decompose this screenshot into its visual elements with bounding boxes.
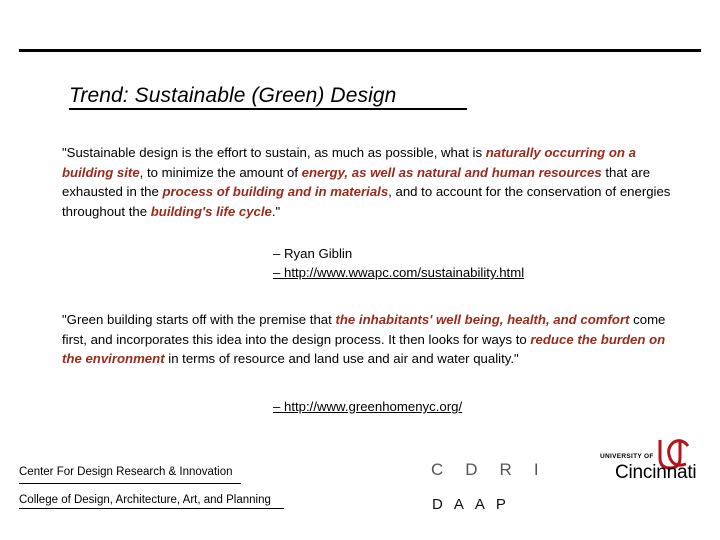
attribution-link[interactable]: – http://www.wwapc.com/sustainability.html (273, 265, 525, 280)
quote-text: "Sustainable design is the effort to sustain, as much as possible, what is (62, 145, 486, 160)
highlighted-phrase: reduce the burden on the environment (62, 331, 666, 367)
footer-rule (19, 508, 284, 509)
quote-text: in terms of resource and land use and air and water quality." (164, 351, 519, 367)
center-name: Center For Design Research & Innovation (19, 466, 233, 478)
quote-2-attribution (273, 397, 462, 416)
quote-text: , and to account for the conservation of energies throughout the (62, 184, 671, 219)
cdri-logo: CDRI (431, 460, 561, 479)
quote-2 (62, 310, 677, 369)
highlighted-phrase: process of building and in materials (162, 184, 389, 200)
top-rule (19, 49, 701, 52)
attribution-author: – Ryan Giblin (273, 246, 353, 261)
uc-logo-big-text: Cincinnati (615, 462, 697, 483)
college-name: College of Design, Architecture, Art, and Planning (19, 494, 271, 506)
attribution-link[interactable]: – http://www.greenhomenyc.org/ (273, 399, 463, 414)
daap-logo: DAAP (432, 496, 517, 513)
quote-1 (62, 143, 677, 221)
highlighted-phrase: building's life cycle (150, 203, 272, 219)
highlighted-phrase: the inhabitants' well being, health, and comfort (335, 312, 630, 327)
footer-rule (19, 483, 241, 484)
highlighted-phrase: naturally occurring on a building site (62, 145, 636, 180)
quote-text: ." (271, 203, 281, 219)
highlighted-phrase: energy, as well as natural and human resources (301, 164, 602, 180)
quote-text: , to minimize the amount of (139, 164, 302, 180)
uc-logo-small-text: UNIVERSITY OF (600, 453, 654, 460)
title-underline (69, 108, 467, 110)
quote-1-attribution (273, 244, 524, 282)
quote-text: "Green building starts off with the premise that (62, 312, 336, 327)
slide-title: Trend: Sustainable (Green) Design (69, 84, 397, 107)
quote-text: that are exhausted in the (62, 164, 651, 200)
quote-text: come first, and incorporates this idea into the design process. It then looks for ways to (62, 312, 666, 347)
